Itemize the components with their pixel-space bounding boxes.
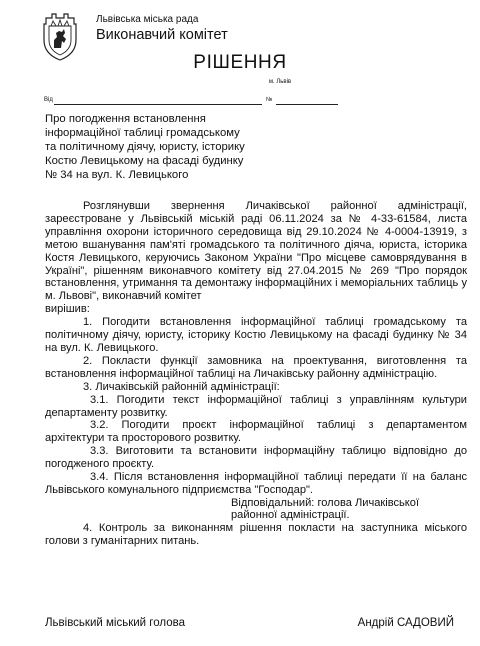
decision-subject (45, 113, 260, 183)
responsible-line-2: районної адміністрації. (231, 509, 350, 522)
item-2: 2. Покласти функції замовника на проектування, виготовлення та встановлення інформаційної таблиці на Личаківську районну адміністрацію. (45, 354, 467, 380)
subject-line: інформаційної таблиці громадському (45, 126, 240, 139)
decision-body (45, 200, 467, 548)
subject-line: № 34 на вул. К. Левицького (45, 168, 189, 181)
item-3-3: 3.3. Виготовити та встановити інформаційну таблицю відповідно до погодженого проєкту. (45, 445, 467, 471)
registration-line (44, 97, 298, 107)
decides-label: вирішив: (45, 303, 90, 316)
item-3-4: 3.4. Після встановлення інформаційної таблиці передати її на баланс Львівського комунального підприємства "Господар". (45, 471, 467, 496)
item-1: 1. Погодити встановлення інформаційної таблиці громадському та політичному діячу, юристу, історику Костю Левицькому на фасаді будинку № 34 на вул. К. Левицького. (45, 316, 467, 354)
signatory-name: Андрій САДОВИЙ (357, 617, 454, 629)
council-name: Львівська міська рада (96, 14, 199, 25)
number-underline (276, 104, 338, 105)
responsible-line-1: Відповідальний: голова Личаківської (231, 496, 420, 509)
subject-line: Про погодження встановлення (45, 113, 206, 125)
item-3-2: 3.2. Погодити проєкт інформаційної таблиці з департаментом архітектури та просторового розвитку. (45, 419, 467, 445)
date-underline (54, 104, 262, 105)
subject-line: Костю Левицькому на фасаді будинку (45, 154, 244, 167)
item-3-1: 3.1. Погодити текст інформаційної таблиці з управлінням культури департаменту розвитку. (45, 393, 467, 419)
item-4: 4. Контроль за виконанням рішення покласти на заступника міського голови з гуманітарних питань. (45, 521, 467, 547)
signatory-position: Львівський міський голова (45, 617, 185, 629)
item-3: 3. Личаківській районній адміністрації: (83, 380, 280, 393)
city-label: м. Львів (268, 79, 292, 85)
document-title: РІШЕННЯ (193, 52, 287, 73)
date-label: Від (44, 97, 53, 103)
preamble-paragraph: Розглянувши звернення Личаківської районної адміністрації, зареєстроване у Львівській міській раді 06.11.2024 за № 4-33-61584, листа управління охорони історичного середовища від 29.10.2024 № 4-0004-13919, з метою вшанування пам'яті громадського та політичного діяча, юриста, історика Костя Левицького, керуючись Законом України "Про місцеве самоврядування в Україні", рішенням виконавчого комітету від 27.04.2015 № 269 "Про порядок встановлення, утримання та демонтажу інформаційних і меморіальних таблиць у м. Львові", виконавчий комітет (45, 200, 467, 303)
subject-line: та політичному діячу, юристу, історику (45, 140, 245, 153)
number-label: № (266, 97, 273, 103)
committee-name: Виконавчий комітет (96, 27, 228, 43)
